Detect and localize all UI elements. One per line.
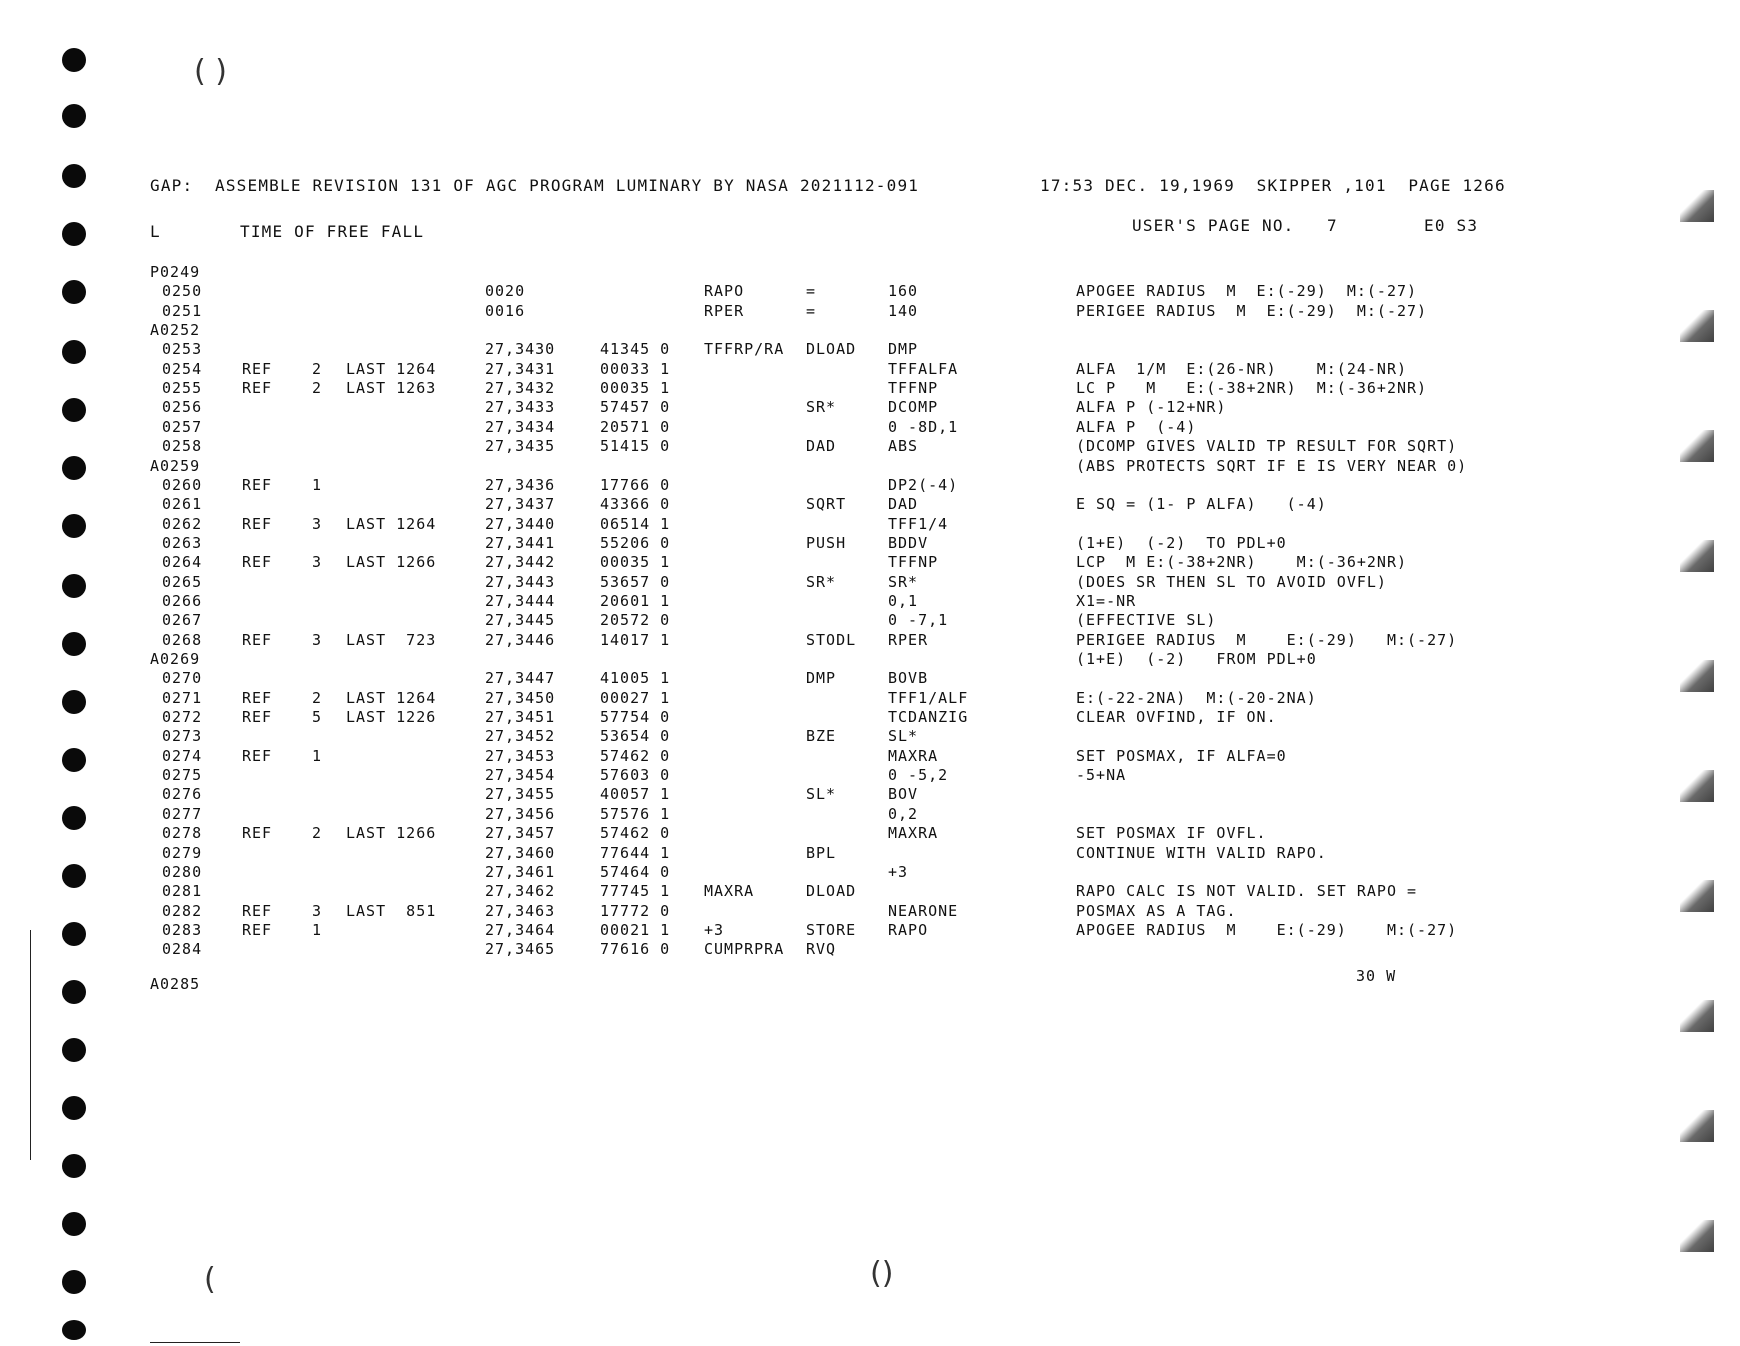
operand: DMP — [888, 340, 919, 359]
ref-count: 3 — [312, 901, 323, 920]
ref-marker: REF — [242, 553, 273, 572]
ref-count: 2 — [312, 824, 323, 843]
operand: TFF1/ALF — [888, 688, 969, 707]
line-number: 0258 — [162, 437, 203, 456]
operand: BOV — [888, 785, 919, 804]
listing-row — [0, 902, 1660, 921]
address: 27,3441 — [485, 533, 556, 552]
operand: SL* — [888, 727, 919, 746]
line-number: 0274 — [162, 746, 203, 765]
listing-row — [0, 418, 1660, 437]
opcode: RVQ — [806, 940, 837, 959]
comment: PERIGEE RADIUS M E:(-29) M:(-27) — [1076, 301, 1428, 320]
listing-row — [0, 437, 1660, 456]
margin-rule — [30, 930, 31, 1160]
symbol-label: RAPO — [704, 282, 745, 301]
address: 27,3464 — [485, 920, 556, 939]
ref-marker: REF — [242, 746, 273, 765]
octal-word: 53657 0 — [600, 572, 671, 591]
address: 27,3433 — [485, 398, 556, 417]
address: 27,3432 — [485, 379, 556, 398]
punch-hole — [62, 1320, 86, 1340]
line-number: 0254 — [162, 359, 203, 378]
ref-count: 2 — [312, 379, 323, 398]
operand: 0,1 — [888, 591, 919, 610]
octal-word: 53654 0 — [600, 727, 671, 746]
comment: (DOES SR THEN SL TO AVOID OVFL) — [1076, 572, 1387, 591]
opcode: PUSH — [806, 533, 847, 552]
line-number: 0280 — [162, 862, 203, 881]
ref-count: 3 — [312, 514, 323, 533]
opcode: DAD — [806, 437, 837, 456]
comment: (1+E) (-2) TO PDL+0 — [1076, 533, 1287, 552]
address: 27,3431 — [485, 359, 556, 378]
scan-smudge — [1680, 660, 1714, 692]
footer-note: 30 W — [1356, 967, 1397, 985]
line-number: 0253 — [162, 340, 203, 359]
listing-row — [0, 747, 1660, 766]
listing-row — [0, 515, 1660, 534]
scan-smudge — [1680, 1000, 1714, 1032]
octal-word: 40057 1 — [600, 785, 671, 804]
listing-row — [0, 766, 1660, 785]
octal-word: 57754 0 — [600, 708, 671, 727]
address: 27,3445 — [485, 611, 556, 630]
octal-word: 57603 0 — [600, 766, 671, 785]
operand: RAPO — [888, 920, 929, 939]
symbol-label: RPER — [704, 301, 745, 320]
operand: TFFNP — [888, 553, 939, 572]
punch-hole — [62, 164, 86, 188]
address: 27,3461 — [485, 862, 556, 881]
listing-row — [0, 457, 1660, 476]
line-number: 0276 — [162, 785, 203, 804]
address: 27,3455 — [485, 785, 556, 804]
comment: APOGEE RADIUS M E:(-29) M:(-27) — [1076, 920, 1458, 939]
symbol-label: TFFRP/RA — [704, 340, 785, 359]
listing-row — [0, 573, 1660, 592]
comment: (EFFECTIVE SL) — [1076, 611, 1217, 630]
operand: DCOMP — [888, 398, 939, 417]
line-number: P0249 — [150, 263, 201, 281]
address: 27,3453 — [485, 746, 556, 765]
address: 27,3457 — [485, 824, 556, 843]
listing-row — [0, 921, 1660, 940]
listing-row — [0, 360, 1660, 379]
footer-sequence: A0285 — [150, 975, 201, 993]
line-number: 0262 — [162, 514, 203, 533]
scan-mark: () — [870, 1256, 894, 1291]
ref-marker: REF — [242, 688, 273, 707]
listing-row — [0, 611, 1660, 630]
listing-row — [0, 553, 1660, 572]
octal-word: 57462 0 — [600, 824, 671, 843]
octal-word: 57462 0 — [600, 746, 671, 765]
operand: 140 — [888, 301, 919, 320]
comment: E SQ = (1- P ALFA) (-4) — [1076, 495, 1327, 514]
punch-hole — [62, 1154, 86, 1178]
operand: TCDANZIG — [888, 708, 969, 727]
comment: POSMAX AS A TAG. — [1076, 901, 1237, 920]
line-number: 0260 — [162, 475, 203, 494]
octal-word: 20601 1 — [600, 591, 671, 610]
operand: 160 — [888, 282, 919, 301]
operand: 0 -7,1 — [888, 611, 949, 630]
listing-row — [0, 631, 1660, 650]
line-number: 0265 — [162, 572, 203, 591]
ref-marker: REF — [242, 901, 273, 920]
line-number: 0255 — [162, 379, 203, 398]
address: 27,3444 — [485, 591, 556, 610]
scan-smudge — [1680, 1110, 1714, 1142]
last-page-ref: LAST 1226 — [346, 708, 437, 727]
line-number: 0263 — [162, 533, 203, 552]
line-number: 0257 — [162, 417, 203, 436]
octal-word: 77745 1 — [600, 882, 671, 901]
address: 27,3460 — [485, 843, 556, 862]
comment: APOGEE RADIUS M E:(-29) M:(-27) — [1076, 282, 1418, 301]
symbol-label: +3 — [704, 920, 725, 939]
section-marker: L — [150, 222, 161, 241]
line-number: 0283 — [162, 920, 203, 939]
opcode: SR* — [806, 398, 837, 417]
scan-smudge — [1680, 430, 1714, 462]
listing-row — [0, 650, 1660, 669]
listing-row — [0, 844, 1660, 863]
octal-word: 77616 0 — [600, 940, 671, 959]
octal-word: 00021 1 — [600, 920, 671, 939]
opcode: SQRT — [806, 495, 847, 514]
octal-word: 06514 1 — [600, 514, 671, 533]
operand: RPER — [888, 630, 929, 649]
ref-count: 1 — [312, 475, 323, 494]
bottom-rule — [150, 1342, 240, 1343]
octal-word: 00027 1 — [600, 688, 671, 707]
address: 27,3437 — [485, 495, 556, 514]
ref-count: 3 — [312, 630, 323, 649]
last-page-ref: LAST 1266 — [346, 824, 437, 843]
ref-marker: REF — [242, 920, 273, 939]
octal-word: 20572 0 — [600, 611, 671, 630]
opcode: = — [806, 282, 817, 301]
punch-hole — [62, 1038, 86, 1062]
octal-word: 43366 0 — [600, 495, 671, 514]
scan-smudge — [1680, 310, 1714, 342]
line-number: A0259 — [150, 456, 201, 475]
last-page-ref: LAST 851 — [346, 901, 437, 920]
listing-row — [0, 263, 1660, 282]
listing-header-date-page: 17:53 DEC. 19,1969 SKIPPER ,101 PAGE 1266 — [1040, 176, 1506, 195]
listing-row — [0, 669, 1660, 688]
ref-count: 2 — [312, 688, 323, 707]
ref-marker: REF — [242, 514, 273, 533]
listing-row — [0, 727, 1660, 746]
octal-word: 41005 1 — [600, 669, 671, 688]
octal-word: 77644 1 — [600, 843, 671, 862]
operand: 0 -5,2 — [888, 766, 949, 785]
line-number: 0279 — [162, 843, 203, 862]
line-number: 0277 — [162, 804, 203, 823]
opcode: STODL — [806, 630, 857, 649]
listing-row — [0, 863, 1660, 882]
ref-count: 2 — [312, 359, 323, 378]
address: 27,3450 — [485, 688, 556, 707]
octal-word: 57464 0 — [600, 862, 671, 881]
address: 27,3446 — [485, 630, 556, 649]
octal-word: 57457 0 — [600, 398, 671, 417]
octal-word: 57576 1 — [600, 804, 671, 823]
operand: MAXRA — [888, 824, 939, 843]
octal-word: 17772 0 — [600, 901, 671, 920]
opcode: SR* — [806, 572, 837, 591]
address: 27,3436 — [485, 475, 556, 494]
address: 27,3443 — [485, 572, 556, 591]
listing-row — [0, 882, 1660, 901]
opcode: BZE — [806, 727, 837, 746]
octal-word: 41345 0 — [600, 340, 671, 359]
scan-smudge — [1680, 190, 1714, 222]
address: 27,3465 — [485, 940, 556, 959]
punch-hole — [62, 104, 86, 128]
address: 27,3434 — [485, 417, 556, 436]
line-number: 0278 — [162, 824, 203, 843]
comment: X1=-NR — [1076, 591, 1137, 610]
ref-marker: REF — [242, 708, 273, 727]
line-number: 0268 — [162, 630, 203, 649]
ref-count: 3 — [312, 553, 323, 572]
address: 27,3430 — [485, 340, 556, 359]
comment: CONTINUE WITH VALID RAPO. — [1076, 843, 1327, 862]
listing-row — [0, 824, 1660, 843]
octal-word: 00033 1 — [600, 359, 671, 378]
octal-word: 20571 0 — [600, 417, 671, 436]
last-page-ref: LAST 1264 — [346, 688, 437, 707]
punch-hole — [62, 48, 86, 72]
punch-hole — [62, 980, 86, 1004]
punch-hole — [62, 222, 86, 246]
line-number: 0266 — [162, 591, 203, 610]
address: 0020 — [485, 282, 526, 301]
line-number: A0269 — [150, 650, 201, 668]
punch-hole — [62, 1270, 86, 1294]
ref-marker: REF — [242, 475, 273, 494]
listing-row — [0, 495, 1660, 514]
operand: TFFNP — [888, 379, 939, 398]
opcode: STORE — [806, 920, 857, 939]
ref-marker: REF — [242, 630, 273, 649]
comment: -5+NA — [1076, 766, 1127, 785]
listing-row — [0, 379, 1660, 398]
listing-row — [0, 689, 1660, 708]
line-number: 0281 — [162, 882, 203, 901]
address: 27,3440 — [485, 514, 556, 533]
operand: DAD — [888, 495, 919, 514]
listing-row — [0, 321, 1660, 340]
last-page-ref: LAST 1263 — [346, 379, 437, 398]
line-number: 0270 — [162, 669, 203, 688]
line-number: 0273 — [162, 727, 203, 746]
section-code: E0 S3 — [1424, 216, 1479, 235]
line-number: 0275 — [162, 766, 203, 785]
user-page-number: USER'S PAGE NO. 7 — [1132, 216, 1338, 235]
line-number: 0267 — [162, 611, 203, 630]
listing-row — [0, 940, 1660, 959]
listing-row — [0, 785, 1660, 804]
symbol-label: CUMPRPRA — [704, 940, 785, 959]
address: 27,3447 — [485, 669, 556, 688]
comment: LCP M E:(-38+2NR) M:(-36+2NR) — [1076, 553, 1408, 572]
ref-marker: REF — [242, 359, 273, 378]
punch-hole — [62, 1096, 86, 1120]
last-page-ref: LAST 1266 — [346, 553, 437, 572]
address: 27,3463 — [485, 901, 556, 920]
punch-hole — [62, 1212, 86, 1236]
opcode: DLOAD — [806, 340, 857, 359]
scan-smudge — [1680, 1220, 1714, 1252]
listing-row — [0, 805, 1660, 824]
scan-smudge — [1680, 880, 1714, 912]
comment: CLEAR OVFIND, IF ON. — [1076, 708, 1277, 727]
opcode: = — [806, 301, 817, 320]
scan-edge-marks — [1680, 190, 1740, 1290]
ref-count: 1 — [312, 746, 323, 765]
scan-smudge — [1680, 770, 1714, 802]
last-page-ref: LAST 723 — [346, 630, 437, 649]
address: 0016 — [485, 301, 526, 320]
operand: ABS — [888, 437, 919, 456]
opcode: DLOAD — [806, 882, 857, 901]
ref-marker: REF — [242, 379, 273, 398]
line-number: 0261 — [162, 495, 203, 514]
line-number: 0282 — [162, 901, 203, 920]
line-number: 0284 — [162, 940, 203, 959]
listing-row — [0, 534, 1660, 553]
comment: ALFA 1/M E:(26-NR) M:(24-NR) — [1076, 359, 1408, 378]
line-number: 0250 — [162, 282, 203, 301]
octal-word: 55206 0 — [600, 533, 671, 552]
last-page-ref: LAST 1264 — [346, 359, 437, 378]
ref-count: 1 — [312, 920, 323, 939]
octal-word: 00035 1 — [600, 553, 671, 572]
operand: 0,2 — [888, 804, 919, 823]
opcode: DMP — [806, 669, 837, 688]
listing-row — [0, 398, 1660, 417]
opcode: BPL — [806, 843, 837, 862]
ref-marker: REF — [242, 824, 273, 843]
address: 27,3442 — [485, 553, 556, 572]
address: 27,3456 — [485, 804, 556, 823]
opcode: SL* — [806, 785, 837, 804]
address: 27,3452 — [485, 727, 556, 746]
octal-word: 00035 1 — [600, 379, 671, 398]
line-number: A0252 — [150, 321, 201, 340]
comment: SET POSMAX IF OVFL. — [1076, 824, 1267, 843]
address: 27,3435 — [485, 437, 556, 456]
operand: 0 -8D,1 — [888, 417, 959, 436]
operand: +3 — [888, 862, 909, 881]
comment: LC P M E:(-38+2NR) M:(-36+2NR) — [1076, 379, 1428, 398]
comment: (DCOMP GIVES VALID TP RESULT FOR SQRT) — [1076, 437, 1458, 456]
listing-row — [0, 708, 1660, 727]
listing-row — [0, 302, 1660, 321]
comment: PERIGEE RADIUS M E:(-29) M:(-27) — [1076, 630, 1458, 649]
operand: SR* — [888, 572, 919, 591]
ref-count: 5 — [312, 708, 323, 727]
comment: (1+E) (-2) FROM PDL+0 — [1076, 650, 1317, 668]
line-number: 0251 — [162, 301, 203, 320]
comment: SET POSMAX, IF ALFA=0 — [1076, 746, 1287, 765]
operand: TFFALFA — [888, 359, 959, 378]
comment: RAPO CALC IS NOT VALID. SET RAPO = — [1076, 882, 1418, 901]
listing-row — [0, 592, 1660, 611]
operand: TFF1/4 — [888, 514, 949, 533]
listing-row — [0, 282, 1660, 301]
operand: BDDV — [888, 533, 929, 552]
address: 27,3462 — [485, 882, 556, 901]
octal-word: 51415 0 — [600, 437, 671, 456]
comment: (ABS PROTECTS SQRT IF E IS VERY NEAR 0) — [1076, 456, 1468, 475]
line-number: 0271 — [162, 688, 203, 707]
comment: ALFA P (-12+NR) — [1076, 398, 1227, 417]
last-page-ref: LAST 1264 — [346, 514, 437, 533]
operand: MAXRA — [888, 746, 939, 765]
operand: NEARONE — [888, 901, 959, 920]
octal-word: 17766 0 — [600, 475, 671, 494]
listing-row — [0, 340, 1660, 359]
listing-header-title: GAP: ASSEMBLE REVISION 131 OF AGC PROGRAM LUMINARY BY NASA 2021112-091 — [150, 176, 920, 195]
line-number: 0256 — [162, 398, 203, 417]
scan-mark: ( — [204, 1262, 216, 1297]
symbol-label: MAXRA — [704, 882, 755, 901]
operand: DP2(-4) — [888, 475, 959, 494]
scan-smudge — [1680, 540, 1714, 572]
octal-word: 14017 1 — [600, 630, 671, 649]
line-number: 0264 — [162, 553, 203, 572]
line-number: 0272 — [162, 708, 203, 727]
address: 27,3451 — [485, 708, 556, 727]
comment: ALFA P (-4) — [1076, 417, 1197, 436]
scan-mark: ( ) — [194, 54, 227, 89]
section-title: TIME OF FREE FALL — [240, 222, 425, 241]
operand: BOVB — [888, 669, 929, 688]
address: 27,3454 — [485, 766, 556, 785]
listing-row — [0, 476, 1660, 495]
comment: E:(-22-2NA) M:(-20-2NA) — [1076, 688, 1317, 707]
